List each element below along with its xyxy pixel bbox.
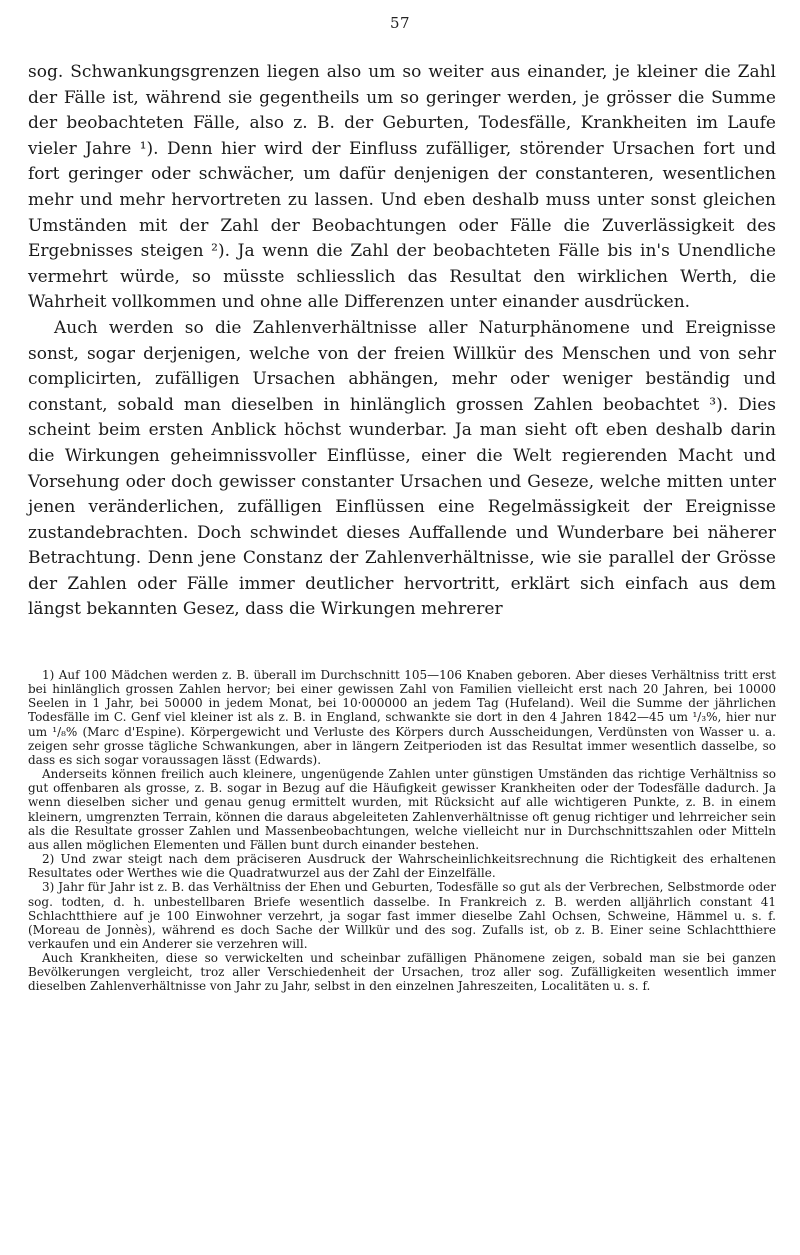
body-paragraph-2: Auch werden so die Zahlenverhältnisse aller Naturphänomene und Ereignisse sonst, sogar derjenigen, welche von der freien Willkür des Menschen und von sehr complicirten, zufälligen Ursachen abhängen, mehr oder weniger beständig und constant, sobald man dieselben in hinlänglich grossen Zahlen beobachtet ³). Dies scheint beim ersten Anblick höchst wunderbar. Ja man sieht oft eben deshalb darin die Wirkungen geheimnissvoller Einflüsse, einer die Welt regierenden Macht und Vorsehung oder doch gewisser constanter Ursachen und Geseze, welche mitten unter jenen veränderlichen, zufälligen Einflüssen eine Regelmässigkeit der Ereignisse zustandebrachten. Doch schwindet dieses Auffallende und Wunderbare bei näherer Betrachtung. Denn jene Constanz der Zahlenverhältnisse, wie sie parallel der Grösse der Zahlen oder Fälle immer deutlicher hervortritt, erklärt sich einfach aus dem längst bekannten Gesez, dass die Wirkungen mehrerer [28, 317, 776, 620]
main-text [28, 60, 776, 623]
footnotes [28, 668, 776, 994]
footnote-3-continuation: Auch Krankheiten, diese so verwickelten und scheinbar zufälligen Phänomene zeigen, sobald man sie bei ganzen Bevölkerungen vergleicht, troz aller Verschiedenheit der Ursachen, troz aller sog. Zufälligkeiten wesentlich immer dieselben Zahlenverhältnisse von Jahr zu Jahr, selbst in den einzelnen Jahreszeiten, Localitäten u. s. f. [28, 951, 776, 994]
footnote-3: 3) Jahr für Jahr ist z. B. das Verhältniss der Ehen und Geburten, Todesfälle so gut als der Verbrechen, Selbstmorde oder sog. todten, d. h. unbestellbaren Briefe wesentlich dasselbe. In Frankreich z. B. werden alljährlich constant 41 Schlachtthiere auf je 100 Einwohner verzehrt, ja sogar fast immer dieselbe Zahl Ochsen, Schweine, Hämmel u. s. f. (Moreau de Jonnès), während es doch Sache der Willkür und des sog. Zufalls ist, ob z. B. Einer seine Schlachtthiere verkaufen und ein Anderer sie verzehren will. [28, 880, 776, 951]
footnote-1-continuation: Anderseits können freilich auch kleinere, ungenügende Zahlen unter günstigen Umständen das richtige Verhältniss so gut offenbaren als grosse, z. B. sogar in Bezug auf die Häufigkeit gewisser Krankheiten oder der Todesfälle dadurch. Ja wenn dieselben sicher und genau genug ermittelt wurden, mit Rücksicht auf alle wichtigeren Punkte, z. B. in einem kleinern, umgrenzten Terrain, können die daraus abgeleiteten Zahlenverhältnisse oft genug richtiger und lehrreicher sein als die Resultate grosser Zahlen und Massenbeobachtungen, welche vielleicht nur in Durchschnittszahlen oder Mitteln aus allen möglichen Elementen und Fällen bunt durch einander bestehen. [28, 767, 776, 852]
footnote-2: 2) Und zwar steigt nach dem präciseren Ausdruck der Wahrscheinlichkeitsrechnung die Richtigkeit des erhaltenen Resultates oder Werthes wie die Quadratwurzel aus der Zahl der Einzelfälle. [28, 852, 776, 881]
body-paragraph-1: sog. Schwankungsgrenzen liegen also um so weiter aus einander, je kleiner die Zahl der Fälle ist, während sie gegentheils um so geringer werden, je grösser die Summe der beobachteten Fälle, also z. B. der Geburten, Todesfälle, Krankheiten im Laufe vieler Jahre ¹). Denn hier wird der Einfluss zufälliger, störender Ursachen fort und fort geringer oder schwächer, um dafür denjenigen der constanteren, wesentlichen mehr und mehr hervortreten zu lassen. Und eben deshalb muss unter sonst gleichen Umständen mit der Zahl der Beobachtungen oder Fälle die Zuverlässigkeit des Ergebnisses steigen ²). Ja wenn die Zahl der beobachteten Fälle bis in's Unendliche vermehrt würde, so müsste schliesslich das Resultat den wirklichen Werth, die Wahrheit vollkommen und ohne alle Differenzen unter einander ausdrücken. [28, 62, 776, 313]
page-number: 57 [389, 14, 411, 32]
footnote-1: 1) Auf 100 Mädchen werden z. B. überall im Durchschnitt 105—106 Knaben geboren. Aber dieses Verhältniss tritt erst bei hinlänglich grossen Zahlen hervor; bei einer gewissen Zahl von Familien vielleicht erst nach 20 Jahren, bei 10000 Seelen in 1 Jahr, bei 50000 in jedem Monat, bei 10·000000 an jedem Tag (Hufeland). Weil die Summe der jährlichen Todesfälle im C. Genf viel kleiner ist als z. B. in England, schwankte sie dort in den 4 Jahren 1842—45 um ¹/₃%, hier nur um ¹/₈% (Marc d'Espine). Körpergewicht und Verluste des Körpers durch Ausscheidungen, Verdünsten von Wasser u. a. zeigen sehr grosse tägliche Schwankungen, aber in längern Zeitperioden ist das Resultat immer wesentlich dasselbe, so dass es sich sogar voraussagen lässt (Edwards). [28, 668, 776, 767]
